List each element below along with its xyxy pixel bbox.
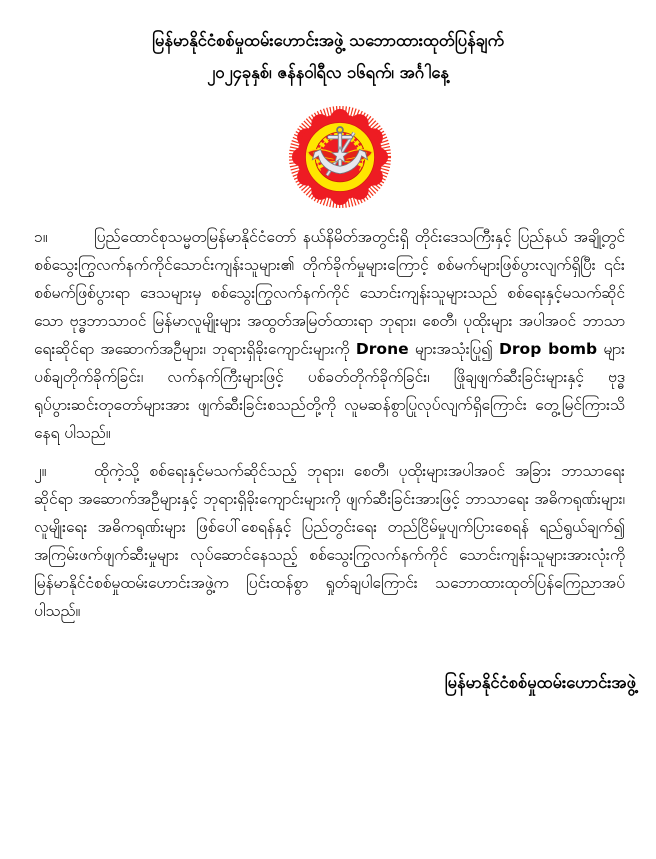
paragraph-2-number: ၂။: [34, 462, 47, 480]
document-title: မြန်မာနိုင်ငံစစ်မှုထမ်းဟောင်းအဖွဲ့ သဘောထားထုတ်ပြန်ချက်: [152, 31, 504, 50]
document-header: [0, 0, 656, 89]
paragraph-2-text: ထိုကဲ့သို့ စစ်ရေးနှင့်မသက်ဆိုင်သည့် ဘုရား၊ စေတီ၊ ပုထိုးများအပါအဝင် အခြား ဘာသာရေးဆိုင်ရာ အဆောက်အဦများနှင့် ဘုရားရှိခိုးကျောင်းများကို ဖျက်ဆီးခြင်းအားဖြင့် ဘာသာရေး အဓိကရုဏ်းများ၊ လူမျိုးရေး အဓိကရုဏ်းများ ဖြစ်ပေါ်စေရန်နှင့် ပြည်တွင်းရေး တည်ငြိမ်မှုပျက်ပြားစေရန် ရည်ရွယ်ချက်၍ အကြမ်းဖက်ဖျက်ဆီးမှုများ လုပ်ဆောင်နေသည့် စစ်သွေးကြွလက်နက်ကိုင် သောင်းကျန်းသူများအားလုံးကို မြန်မာနိုင်ငံစစ်မှုထမ်းဟောင်းအဖွဲ့က ပြင်းထန်စွာ ရှုတ်ချပါကြောင်း သဘောထားထုတ်ပြန်ကြေညာအပ်ပါသည်။: [34, 462, 625, 620]
paragraph-2: [34, 457, 625, 625]
paragraph-1-text: ပြည်ထောင်စုသမ္မတမြန်မာနိုင်ငံတော် နယ်နိမိတ်အတွင်းရှိ တိုင်းဒေသကြီးနှင့် ပြည်နယ် အချို့တွင် စစ်သွေးကြွလက်နက်ကိုင်သောင်းကျန်းသူများ၏ တိုက်ခိုက်မှုများကြောင့် စစ်မက်များဖြစ်ပွားလျက်ရှိပြီး ၎င်းစစ်မက်ဖြစ်ပွားရာ ဒေသများမှ စစ်သွေးကြွလက်နက်ကိုင် သောင်းကျန်းသူများသည် စစ်ရေးနှင့်မသက်ဆိုင်သော ဗုဒ္ဓဘာသာဝင် မြန်မာလူမျိုးများ အထွတ်အမြတ်ထားရာ ဘုရား၊ စေတီ၊ ပုထိုးများ အပါအဝင် ဘာသာရေးဆိုင်ရာ အဆောက်အဦများ၊ ဘုရားရှိခိုးကျောင်းများကို Drone များအသုံးပြု၍ Drop bomb များ ပစ်ချတိုက်ခိုက်ခြင်း၊ လက်နက်ကြီးများဖြင့် ပစ်ခတ်တိုက်ခိုက်ခြင်း၊ ဖြိုချဖျက်ဆီးခြင်းများနှင့် ဗုဒ္ဓရုပ်ပွားဆင်းတုတော်များအား ဖျက်ဆီးခြင်းစသည်တို့ကို လူမဆန်စွာပြုလုပ်လျက်ရှိကြောင်း တွေ့မြင်ကြားသိနေရ ပါသည်။: [34, 228, 625, 442]
paragraph-1-number: ၁။: [34, 228, 48, 246]
signature: မြန်မာနိုင်ငံစစ်မှုထမ်းဟောင်းအဖွဲ့: [444, 673, 636, 692]
paragraph-1: [34, 223, 625, 447]
emblem-container: [0, 103, 656, 211]
document-date: ၂၀၂၄ခုနှစ်၊ ဇန်နဝါရီလ ၁၆ရက်၊ အင်္ဂါနေ့: [207, 63, 449, 82]
document-body: [0, 223, 656, 625]
organization-emblem-icon: [286, 103, 394, 211]
